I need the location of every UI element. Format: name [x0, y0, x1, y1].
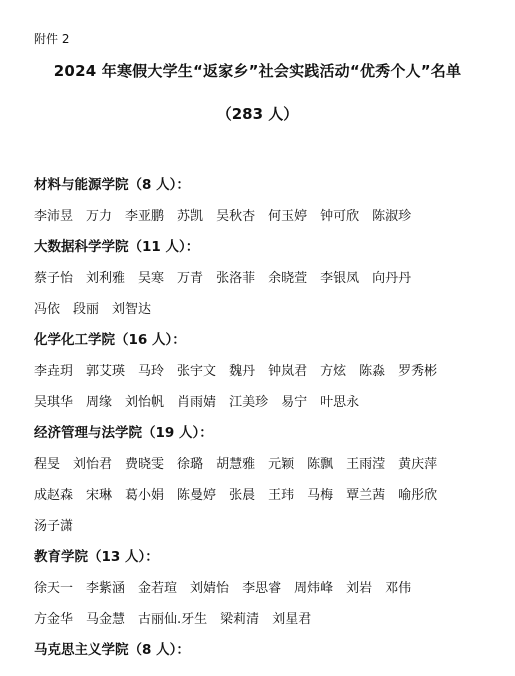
section-heading: 马克思主义学院（8 人）： — [34, 642, 190, 658]
section-heading: 经济管理与法学院（19 人）： — [34, 425, 213, 441]
person-name: 余晓萱 — [268, 271, 308, 286]
person-name: 程旻 — [34, 457, 61, 472]
person-name: 李亚鹏 — [125, 209, 165, 224]
award-list — [34, 170, 494, 666]
person-name: 徐天一 — [34, 581, 74, 596]
name-row — [34, 263, 494, 294]
person-name: 刘怡君 — [73, 457, 113, 472]
person-name: 张宇文 — [177, 364, 217, 379]
person-name: 钟岚君 — [268, 364, 308, 379]
name-row — [34, 573, 494, 604]
person-name: 何玉婷 — [268, 209, 308, 224]
person-name: 李思睿 — [242, 581, 282, 596]
person-name: 张洛菲 — [216, 271, 256, 286]
name-row — [34, 480, 494, 511]
person-name: 马金慧 — [86, 612, 126, 627]
person-name: 刘星君 — [272, 612, 312, 627]
person-name: 吴秋杏 — [216, 209, 256, 224]
name-row — [34, 511, 494, 542]
person-name: 叶思永 — [320, 395, 360, 410]
section-heading: 化学化工学院（16 人）： — [34, 332, 186, 348]
person-name: 向丹丹 — [372, 271, 412, 286]
person-name: 郭艾瑛 — [86, 364, 126, 379]
name-row — [34, 387, 494, 418]
person-name: 胡慧雅 — [216, 457, 256, 472]
person-name: 李沛昱 — [34, 209, 74, 224]
person-name: 葛小娟 — [125, 488, 165, 503]
person-name: 成赵森 — [34, 488, 74, 503]
person-name: 费晓雯 — [125, 457, 165, 472]
person-name: 冯依 — [34, 302, 61, 317]
person-name: 魏丹 — [229, 364, 256, 379]
person-name: 刘岩 — [346, 581, 373, 596]
person-name: 张晨 — [229, 488, 256, 503]
total-count: （283 人） — [216, 105, 299, 123]
person-name: 王玮 — [268, 488, 295, 503]
person-name: 刘智达 — [112, 302, 152, 317]
person-name: 马玲 — [138, 364, 165, 379]
person-name: 马梅 — [307, 488, 334, 503]
name-row — [34, 201, 494, 232]
person-name: 肖雨婧 — [177, 395, 217, 410]
person-name: 吴琪华 — [34, 395, 74, 410]
person-name: 周炜峰 — [294, 581, 334, 596]
person-name: 古丽仙.牙生 — [138, 612, 208, 627]
name-row — [34, 449, 494, 480]
person-name: 蔡子怡 — [34, 271, 74, 286]
person-name: 江美珍 — [229, 395, 269, 410]
person-name: 李紫涵 — [86, 581, 126, 596]
attachment-label: 附件 2 — [34, 32, 70, 46]
person-name: 李垚玥 — [34, 364, 74, 379]
person-name: 徐璐 — [177, 457, 204, 472]
name-row — [34, 604, 494, 635]
person-name: 段丽 — [73, 302, 100, 317]
person-name: 覃兰茜 — [346, 488, 386, 503]
person-name: 陈飘 — [307, 457, 334, 472]
person-name: 王雨滢 — [346, 457, 386, 472]
person-name: 元颖 — [268, 457, 295, 472]
person-name: 汤子潇 — [34, 519, 74, 534]
person-name: 宋琳 — [86, 488, 113, 503]
person-name: 黄庆萍 — [398, 457, 438, 472]
person-name: 吴寒 — [138, 271, 165, 286]
person-name: 刘怡帆 — [125, 395, 165, 410]
person-name: 金若瑄 — [138, 581, 178, 596]
section-heading: 教育学院（13 人）： — [34, 549, 159, 565]
person-name: 陈淼 — [359, 364, 386, 379]
person-name: 万青 — [177, 271, 204, 286]
person-name: 陈曼婷 — [177, 488, 217, 503]
person-name: 罗秀彬 — [398, 364, 438, 379]
person-name: 李银凤 — [320, 271, 360, 286]
document-title: 2024 年寒假大学生“返家乡”社会实践活动“优秀个人”名单 — [53, 62, 462, 80]
person-name: 刘利雅 — [86, 271, 126, 286]
person-name: 梁莉清 — [220, 612, 260, 627]
person-name: 钟可欣 — [320, 209, 360, 224]
name-row — [34, 356, 494, 387]
person-name: 苏凯 — [177, 209, 204, 224]
section-heading: 材料与能源学院（8 人）： — [34, 177, 190, 193]
person-name: 陈淑珍 — [372, 209, 412, 224]
person-name: 易宁 — [281, 395, 308, 410]
name-row — [34, 294, 494, 325]
section-heading: 大数据科学学院（11 人）： — [34, 239, 200, 255]
person-name: 方炫 — [320, 364, 347, 379]
person-name: 周缘 — [86, 395, 113, 410]
person-name: 喻彤欣 — [398, 488, 438, 503]
person-name: 方金华 — [34, 612, 74, 627]
person-name: 万力 — [86, 209, 113, 224]
person-name: 刘婧怡 — [190, 581, 230, 596]
person-name: 邓伟 — [385, 581, 412, 596]
